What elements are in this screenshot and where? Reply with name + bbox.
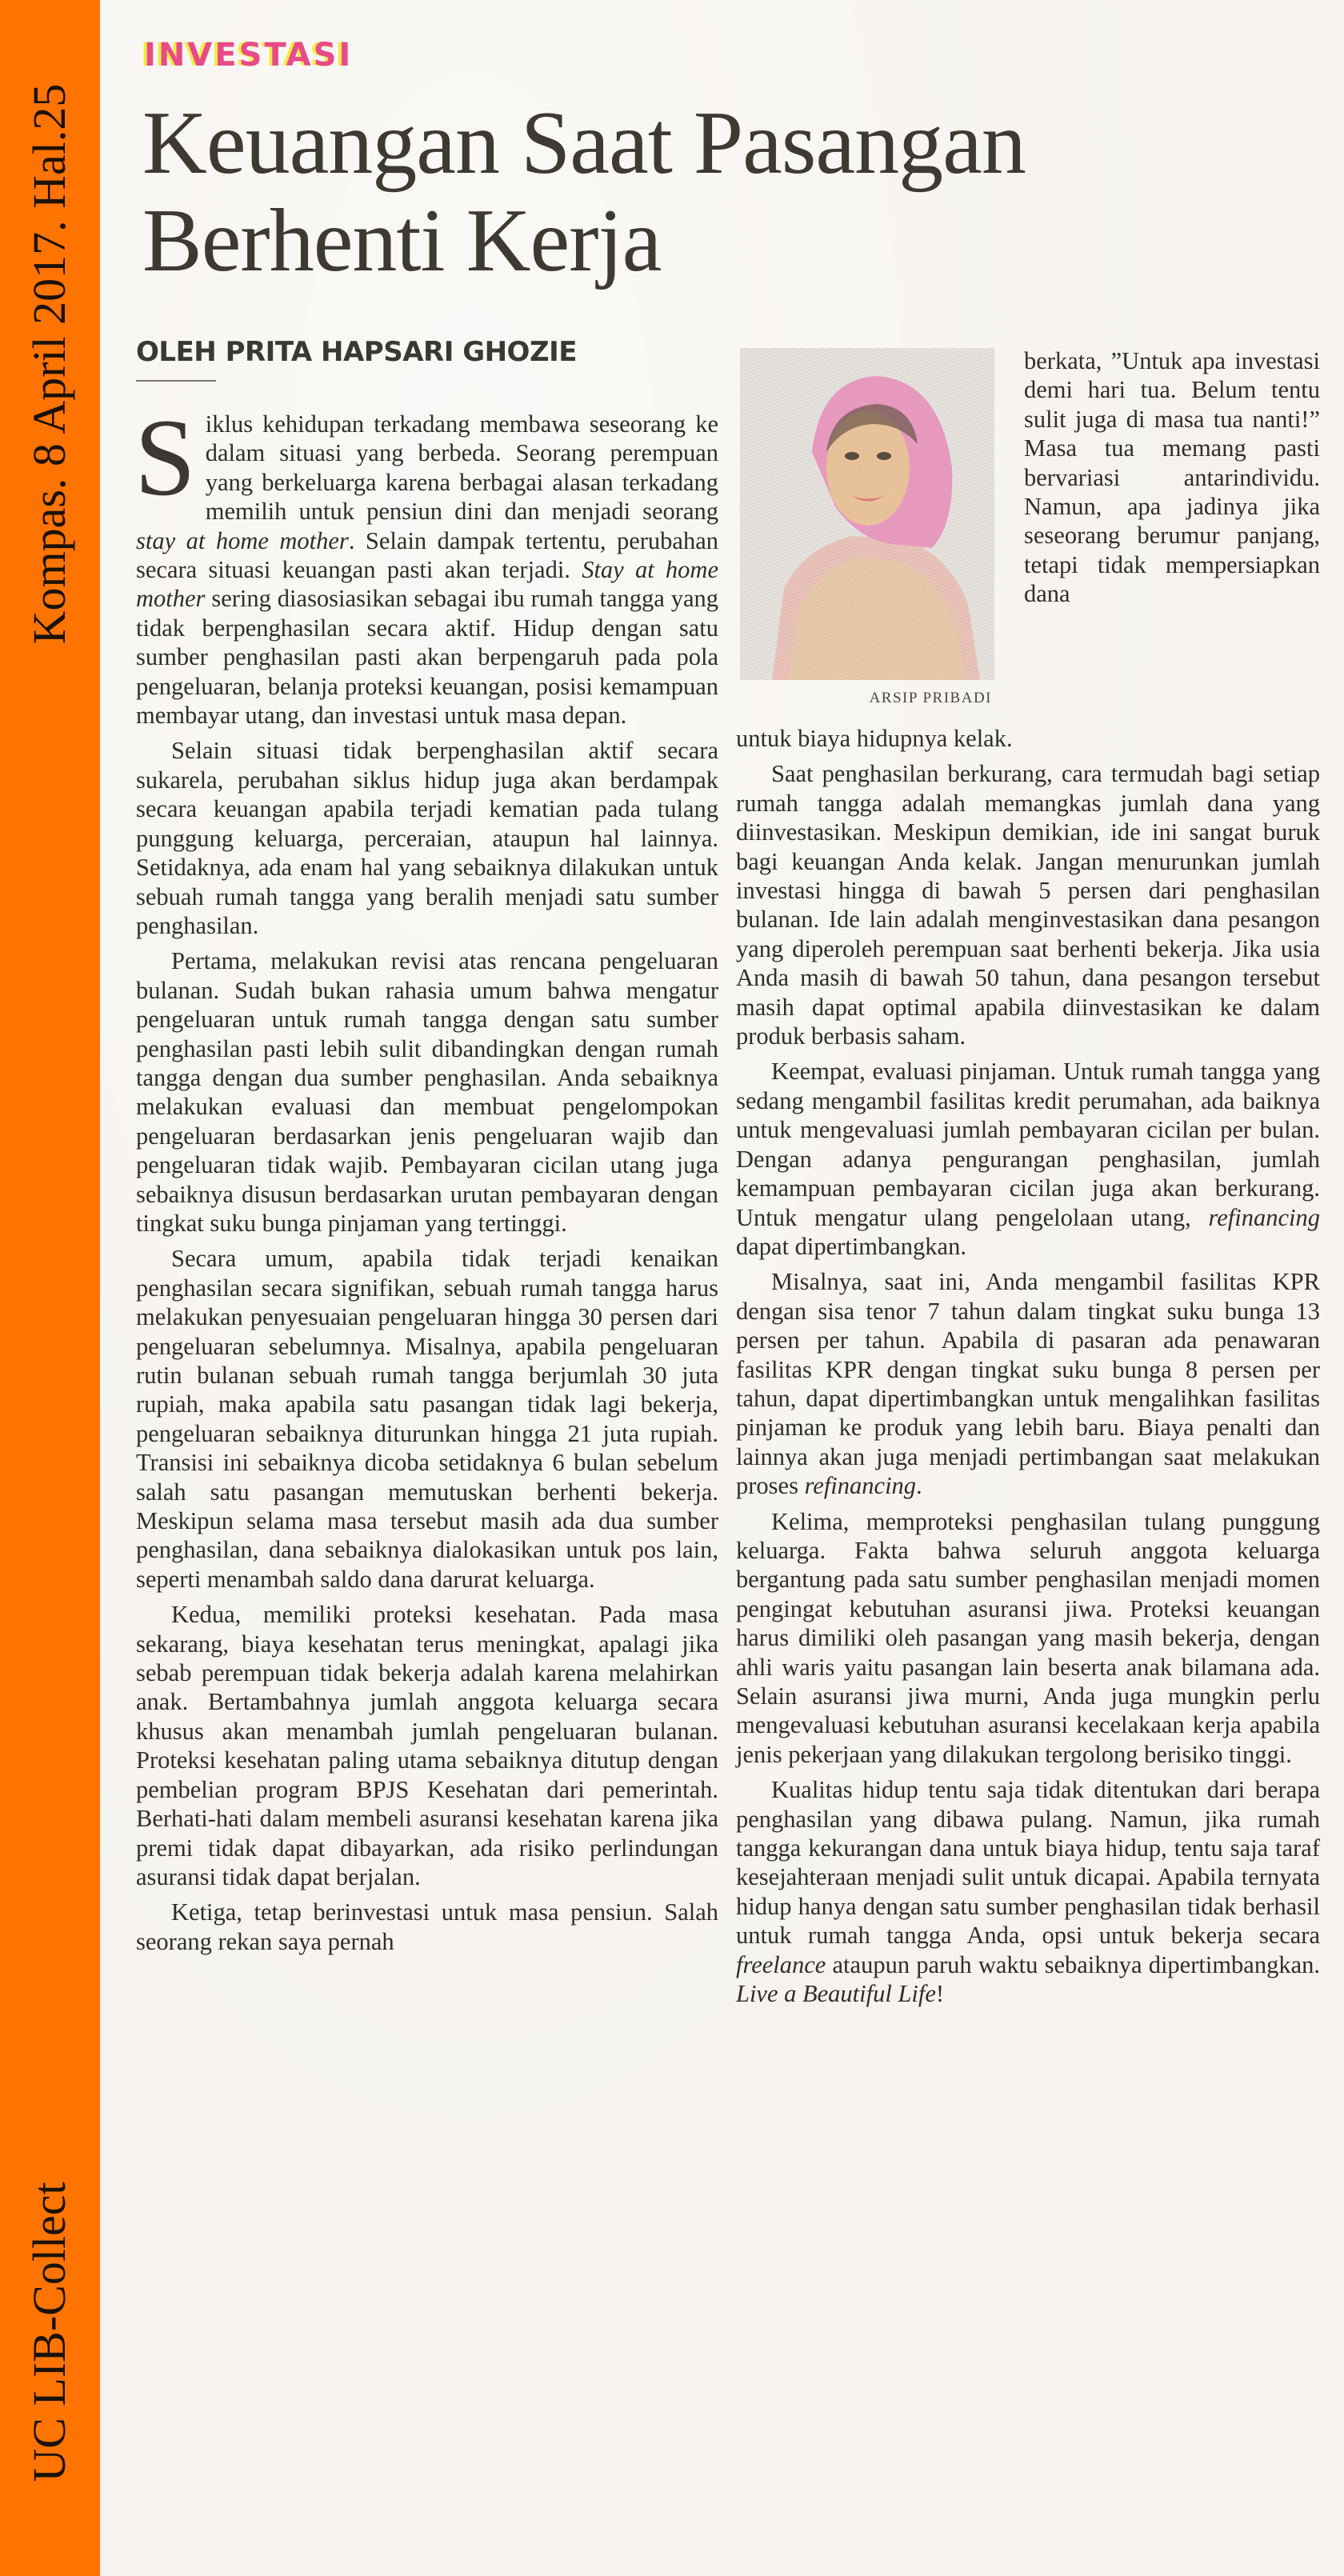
photo-credit: ARSIP PRIBADI [869,690,992,706]
body-column-right [736,724,1320,2008]
archive-sidebar [0,0,100,2576]
collection-label: UC LIB-Collect [23,2182,75,2482]
text-run: iklus kehidupan terkadang membawa seseorang ke dalam situasi yang berbeda. Seorang perempuan yang berkeluarga karena berbagai alasan terkadang memilih untuk pensiun dini dan menjadi seorang [205,410,718,526]
source-label: Kompas. 8 April 2017. Hal.25 [23,83,75,645]
text-run: ataupun paruh waktu sebaiknya dipertimbangkan. [826,1950,1320,1978]
text-run: Misalnya, saat ini, Anda mengambil fasilitas KPR dengan sisa tenor 7 tahun dalam tingkat suku bunga 13 persen per tahun. Apabila di pasaran ada penawaran fasilitas KPR dengan tingkat suku bunga 8 persen per tahun, dapat dipertimbangkan untuk mengalihkan fasilitas pinjaman ke produk yang lebih baru. Biaya penalti dan lainnya akan juga menjadi pertimbangan saat melakukan proses [736,1268,1320,1500]
text-run: dapat dipertimbangkan. [736,1232,966,1260]
paragraph [136,946,718,1238]
portrait-image [740,348,994,680]
italic-text: Stay at home mother [136,556,718,613]
text-run: Kelima, memproteksi penghasilan tulang punggung keluarga. Fakta bahwa seluruh anggota keluarga bergantung pada satu sumber penghasilan menjadi momen pengingat kebutuhan asuransi jiwa. Proteksi keuangan harus dimiliki oleh pasangan yang masih bekerja, dengan ahli waris yaitu pasangan lain beserta anak bilamana ada. Selain asuransi jiwa murni, Anda juga mungkin perlu mengevaluasi kebutuhan asuransi kecelakaan kerja apabila jenis pekerjaan yang dilakukan tergolong berisiko tinggi. [736,1507,1320,1768]
text-run: Secara umum, apabila tidak terjadi kenaikan penghasilan secara signifikan, sebuah rumah tangga harus melakukan penyesuaian pengeluaran hingga 30 persen dari pengeluaran sebelumnya. Misalnya, apabila pengeluaran rutin bulanan sebuah rumah tangga berjumlah 30 juta rupiah, maka apabila satu pasangan tidak lagi bekerja, pengeluaran sebaiknya diturunkan hingga 21 juta rupiah. Transisi ini sebaiknya dicoba setidaknya 6 bulan sebelum salah satu pasangan memutuskan berhenti bekerja. Meskipun selama masa tersebut masih ada dua sumber penghasilan, dana sebaiknya dialokasikan untuk pos lain, seperti menambah saldo dana darurat keluarga. [136,1245,718,1593]
paragraphs [1024,346,1320,609]
body-column-right-beside-photo [1024,346,1320,609]
text-run: berkata, ”Untuk apa investasi demi hari tua. Belum tentu sulit juga di masa tua nanti!” Masa tua memang pasti bervariasi antarindividu. Namun, apa jadinya jika seseorang berumur panjang, tetapi tidak mempersiapkan dana [1024,347,1320,608]
paragraph [736,724,1320,753]
paragraph [136,1600,718,1891]
text-run: Selain situasi tidak berpenghasilan aktif secara sukarela, perubahan siklus hidup juga akan berdampak secara keuangan apabila terjadi kematian pada tulang punggung keluarga, perceraian, ataupun hal lainnya. Setidaknya, ada enam hal yang sebaiknya dilakukan untuk sebuah rumah tangga yang beralih menjadi satu sumber penghasilan. [136,737,718,939]
body-column-left [134,396,718,1956]
italic-text: refinancing [1208,1203,1320,1231]
text-run: Kedua, memiliki proteksi kesehatan. Pada masa sekarang, biaya kesehatan terus meningkat, apalagi jika sebab perempuan tidak bekerja adalah karena melahirkan anak. Bertambahnya jumlah anggota keluarga secara khusus akan menambah jumlah pengeluaran bulanan. Proteksi kesehatan paling utama sebaiknya ditutup dengan pembelian program BPJS Kesehatan dari pemerintah. Berhati-hati dalam membeli asuransi kesehatan karena jika premi tidak dapat dibayarkan, ada risiko perlindungan asuransi tidak dapat berjalan. [136,1601,718,1890]
text-run: Kualitas hidup tentu saja tidak ditentukan dari berapa penghasilan yang dibawa pulang. Namun, jika rumah tangga kekurangan dana untuk biaya hidup, tentu saja taraf kesejahteraan menjadi sulit untuk dicapai. Apabila ternyata hidup hanya dengan satu sumber penghasilan tidak berhasil untuk rumah tangga Anda, opsi untuk bekerja secara [736,1776,1320,1950]
text-run: untuk biaya hidupnya kelak. [736,725,1013,752]
headline-line-1: Keuangan Saat Pasangan [142,94,1026,193]
author-photo [740,348,994,680]
text-run: sering diasosiasikan sebagai ibu rumah tangga yang tidak berpenghasilan secara aktif. Hidup dengan satu sumber penghasilan pasti akan berpengaruh pada pola pengeluaran, belanja proteksi keuangan, posisi kemampuan membayar utang, dan investasi untuk masa depan. [136,585,718,730]
italic-text: Live a Beautiful Life [736,1980,936,2008]
text-run: Saat penghasilan berkurang, cara termudah bagi setiap rumah tangga adalah memangkas jumlah dana yang diinvestasikan. Meskipun demikian, ide ini sangat buruk bagi keuangan Anda kelak. Jangan menurunkan jumlah investasi hingga di bawah 5 persen dari penghasilan bulanan. Ide lain adalah menginvestasikan dana pesangon yang diperoleh perempuan saat berhenti bekerja. Jika usia Anda masih di bawah 50 tahun, dana pesangon tersebut masih dapat optimal apabila diinvestasikan ke dalam produk berbasis saham. [736,760,1320,1050]
byline-divider [136,380,216,382]
italic-text: freelance [736,1950,826,1978]
italic-text: stay at home mother [136,526,349,554]
section-kicker: INVESTASI [144,37,354,74]
paragraph [136,1898,718,1956]
headline [142,94,1302,290]
paragraph [736,1057,1320,1261]
headline-line-2: Berhenti Kerja [142,191,662,290]
italic-text: refinancing [804,1472,917,1500]
paragraph [736,1267,1320,1500]
text-run: ! [935,1980,945,2008]
drop-cap: S [134,396,196,518]
text-run: Ketiga, tetap berinvestasi untuk masa pensiun. Salah seorang rekan saya pernah [136,1898,718,1955]
text-run: Keempat, evaluasi pinjaman. Untuk rumah tangga yang sedang mengambil fasilitas kredit perumahan, ada baiknya untuk mengevaluasi jumlah pembayaran cicilan per bulan. Dengan adanya pengurangan penghasilan, jumlah kemampuan pembayaran cicilan juga akan berkurang. Untuk mengatur ulang pengelolaan utang, [736,1058,1320,1231]
text-run: . Selain dampak tertentu, perubahan secara situasi keuangan pasti akan terjadi. [136,526,718,584]
text-run: Pertama, melakukan revisi atas rencana pengeluaran bulanan. Sudah bukan rahasia umum bahwa mengatur pengeluaran untuk rumah tangga dengan satu sumber penghasilan pasti lebih sulit dibandingkan dengan rumah tangga dengan dua sumber penghasilan. Anda sebaiknya melakukan evaluasi dan membuat pengelompokan pengeluaran berdasarkan jenis pengeluaran wajib dan pengeluaran tidak wajib. Pembayaran cicilan utang juga sebaiknya disusun berdasarkan urutan pembayaran dengan tingkat suku bunga pinjaman yang tertinggi. [136,947,718,1237]
text-run: . [916,1472,922,1500]
paragraph [736,1775,1320,2008]
paragraph [136,1244,718,1594]
paragraph [736,1507,1320,1770]
byline: OLEH PRITA HAPSARI GHOZIE [136,336,577,368]
paragraph [1024,346,1320,609]
paragraphs [736,724,1320,2008]
paragraph [134,396,718,730]
paragraphs [134,396,718,1956]
paragraph [136,736,718,940]
paragraph [736,759,1320,1050]
